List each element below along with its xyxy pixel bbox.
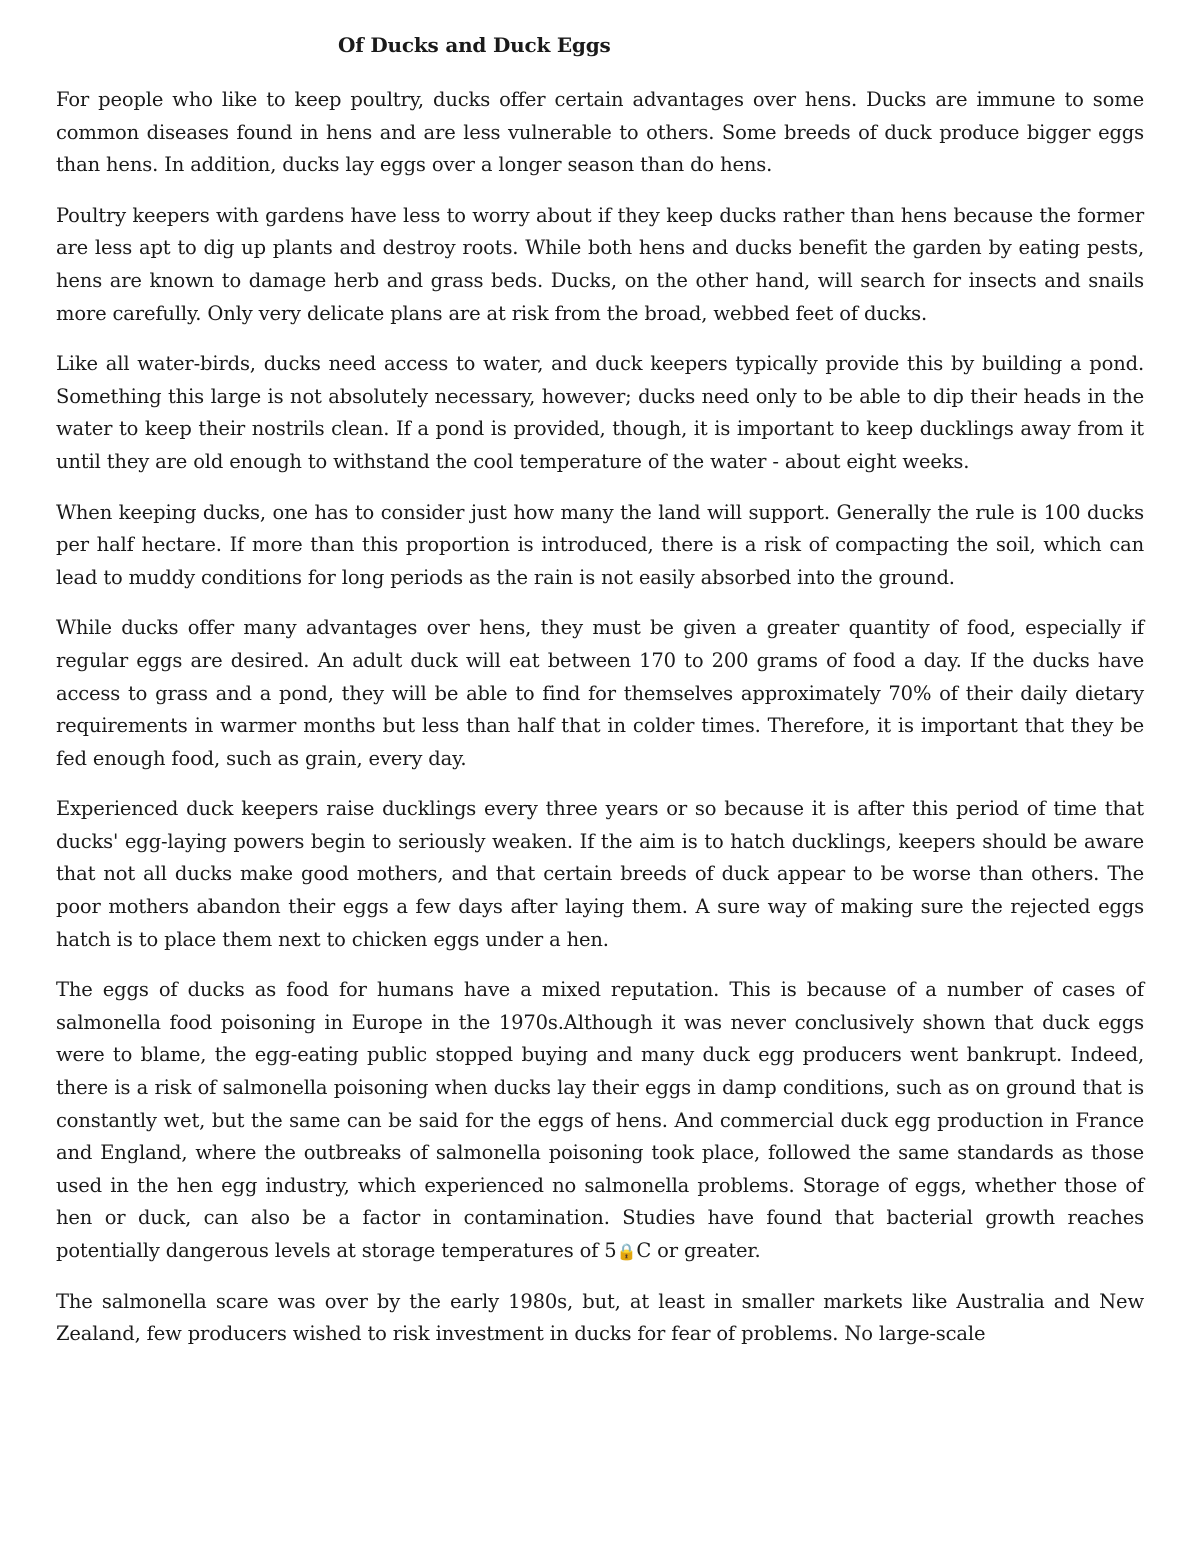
document-page: [56, 28, 1144, 1351]
document-title: Of Ducks and Duck Eggs: [338, 33, 611, 57]
paragraph-7-tail: C or greater.: [636, 1239, 761, 1262]
paragraph-7-main: The eggs of ducks as food for humans have a mixed reputation. This is because of a number of cases of salmonella food poisoning in Europe in the 1970s.Although it was never conclusively shown that duck eggs were to blame, the egg-eating public stopped buying and many duck egg producers went bankrupt. Indeed, there is a risk of salmonella poisoning when ducks lay their eggs in damp conditions, such as on ground that is constantly wet, but the same can be said for the eggs of hens. And commercial duck egg production in France and England, where the outbreaks of salmonella poisoning took place, followed the same standards as those used in the hen egg industry, which experienced no salmonella problems. Storage of eggs, whether those of hen or duck, can also be a factor in contamination. Studies have found that bacterial growth reaches potentially dangerous levels at storage temperatures of 5: [56, 978, 1144, 1262]
paragraph-7: [56, 974, 1144, 1267]
garbled-degree-icon: 🔒: [616, 1242, 637, 1261]
paragraph-8: The salmonella scare was over by the early 1980s, but, at least in smaller markets like Australia and New Zealand, few producers wished to risk investment in ducks for fear of problems. No large-scale: [56, 1289, 1144, 1346]
paragraph-2: Poultry keepers with gardens have less to worry about if they keep ducks rather than hens because the former are less apt to dig up plants and destroy roots. While both hens and ducks benefit the garden by eating pests, hens are known to damage herb and grass beds. Ducks, on the other hand, will search for insects and snails more carefully. Only very delicate plans are at risk from the broad, webbed feet of ducks.: [56, 203, 1144, 325]
paragraph-4: When keeping ducks, one has to consider just how many the land will support. Generally the rule is 100 ducks per half hectare. If more than this proportion is introduced, there is a risk of compacting the soil, which can lead to muddy conditions for long periods as the rain is not easily absorbed into the ground.: [56, 500, 1144, 589]
paragraph-3: Like all water-birds, ducks need access to water, and duck keepers typically provide this by building a pond. Something this large is not absolutely necessary, however; ducks need only to be able to dip their heads in the water to keep their nostrils clean. If a pond is provided, though, it is important to keep ducklings away from it until they are old enough to withstand the cool temperature of the water - about eight weeks.: [56, 352, 1144, 473]
paragraph-5: While ducks offer many advantages over hens, they must be given a greater quantity of food, especially if regular eggs are desired. An adult duck will eat between 170 to 200 grams of food a day. If the ducks have access to grass and a pond, they will be able to find for themselves approximately 70% of their daily dietary requirements in warmer months but less than half that in colder times. Therefore, it is important that they be fed enough food, such as grain, every day.: [56, 616, 1144, 770]
paragraph-6: Experienced duck keepers raise ducklings every three years or so because it is after this period of time that ducks' egg-laying powers begin to seriously weaken. If the aim is to hatch ducklings, keepers should be aware that not all ducks make good mothers, and that certain breeds of duck appear to be worse than others. The poor mothers abandon their eggs a few days after laying them. A sure way of making sure the rejected eggs hatch is to place them next to chicken eggs under a hen.: [56, 797, 1144, 951]
paragraph-1: For people who like to keep poultry, ducks offer certain advantages over hens. Ducks are immune to some common diseases found in hens and are less vulnerable to others. Some breeds of duck produce bigger eggs than hens. In addition, ducks lay eggs over a longer season than do hens.: [56, 88, 1144, 177]
